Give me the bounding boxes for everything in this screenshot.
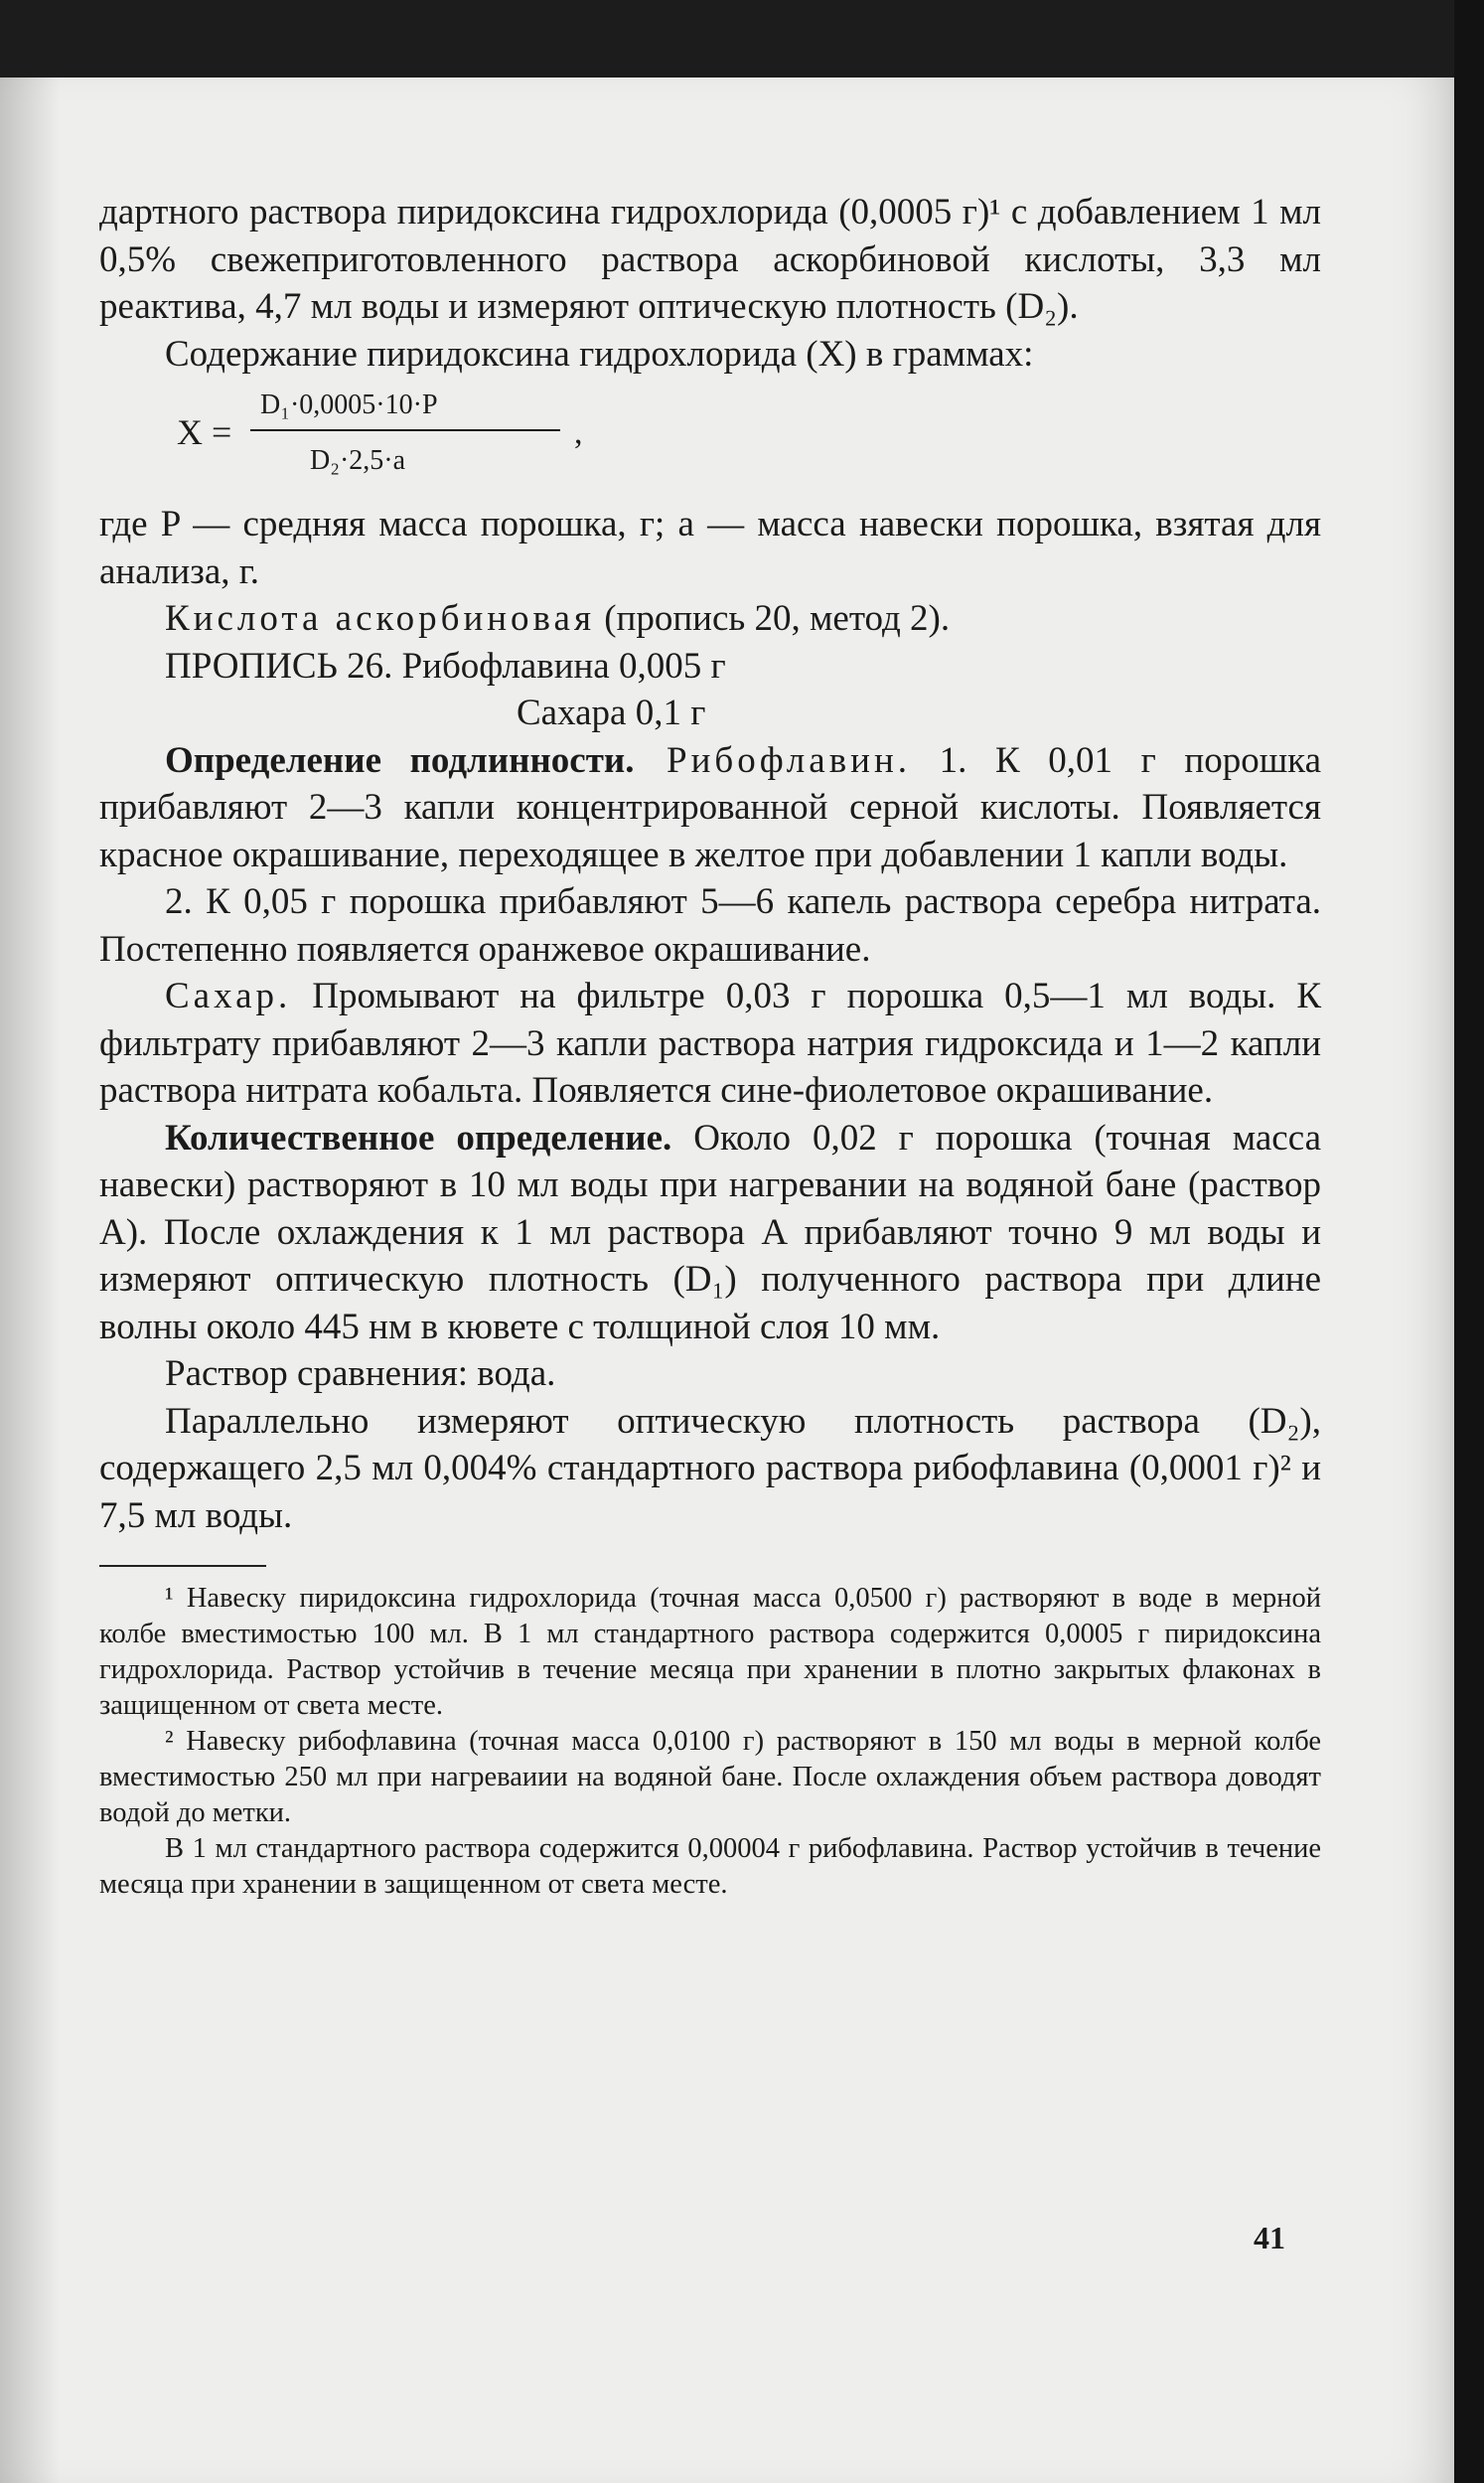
paragraph-parallel: Параллельно измеряют оптическую плотность раствора (D₂), содержащего 2,5 мл 0,004% стандартного раствора рибофлавина (0,0001 г)² и 7,5 мл воды. xyxy=(99,1400,1321,1536)
formula xyxy=(99,380,1321,491)
quantitative-heading: Количественное определение. xyxy=(165,1117,672,1159)
identification-text: 1. К 0,01 г порошка прибавляют 2—3 капли концентрированной серной кислоты. Появляется красное окрашивание, переходящее в желтое при добавлении 1 капли воды. xyxy=(99,739,1322,875)
quantitative-text: Около 0,02 г порошка (точная масса навески) растворяют в 10 мл воды при нагревании на водяной бане (раствор А). После охлаждения к 1 мл раствора А прибавляют точно 9 мл воды и измеряют оптическую плотность (D₁) полученного раствора при длине волны около 445 нм в кювете с толщиной слоя 10 мм. xyxy=(99,1117,1321,1347)
recipe-line-1: ПРОПИСЬ 26. Рибофлавина 0,005 г xyxy=(165,645,726,687)
paragraph-quantitative xyxy=(99,1115,1321,1351)
spine-shadow xyxy=(0,78,60,2483)
formula-denominator: D₂·2,5·a xyxy=(310,445,406,476)
footnote-1: ¹ Навеску пиридоксина гидрохлорида (точная масса 0,0500 г) растворяют в воде в мерной колбе вместимостью 100 мл. В 1 мл стандартного раствора содержится 0,0005 г пиридоксина гидрохлорида. Раствор устойчив в течение месяца при хранении в плотно закрытых флаконах в защищенном от света месте. xyxy=(99,1583,1321,1721)
ascorbic-acid-title: Кислота аскорбиновая xyxy=(165,598,595,639)
recipe-line-2-text: Сахара 0,1 г xyxy=(517,693,706,733)
paragraph-content-formula-intro: Содержание пиридоксина гидрохлорида (X) в граммах: xyxy=(165,333,1034,375)
paragraph-ascorbic-acid xyxy=(99,595,1321,643)
formula-lhs: X = xyxy=(177,412,232,452)
footnote-divider xyxy=(99,1565,266,1567)
paragraph-comparison: Раствор сравнения: вода. xyxy=(165,1353,556,1394)
riboflavin-subheading: Рибофлавин. xyxy=(634,739,912,781)
paragraph-continuation: дартного раствора пиридоксина гидрохлорида (0,0005 г)¹ с добавлением 1 мл 0,5% свежеприготовленного раствора аскорбиновой кислоты, 3,3 мл реактива, 4,7 мл воды и измеряют оптическую плотность (D₂). xyxy=(99,192,1321,327)
ascorbic-acid-ref: (пропись 20, метод 2). xyxy=(594,598,951,639)
identification-heading: Определение подлинности. xyxy=(165,739,635,781)
page-edge xyxy=(1454,0,1484,2483)
paragraph-identification-2: 2. К 0,05 г порошка прибавляют 5—6 капель раствора серебра нитрата. Постепенно появляется оранжевое окрашивание. xyxy=(99,881,1321,970)
sugar-subheading: Сахар. xyxy=(165,976,292,1016)
page-number: 41 xyxy=(1254,2220,1285,2255)
sugar-text: Промывают на фильтре 0,03 г порошка 0,5—1 мл воды. К фильтрату прибавляют 2—3 капли раствора натрия гидроксида и 1—2 капли раствора нитрата кобальта. Появляется сине-фиолетовое окрашивание. xyxy=(99,976,1321,1111)
footnote-2-continued: В 1 мл стандартного раствора содержится 0,00004 г рибофлавина. Раствор устойчив в течение месяца при хранении в защищенном от света месте. xyxy=(99,1833,1321,1900)
paragraph-variable-definitions: где P — средняя масса порошка, г; a — масса навески порошка, взятая для анализа, г. xyxy=(99,504,1321,592)
fraction-bar xyxy=(250,429,560,431)
formula-comma: , xyxy=(574,414,583,451)
recipe-line-2 xyxy=(99,690,1321,737)
footnote-2: ² Навеску рибофлавина (точная масса 0,0100 г) растворяют в 150 мл воды в мерной колбе вместимостью 250 мл при нагреваиии на водяной бане. После охлаждения объем раствора доводят водой до метки. xyxy=(99,1726,1321,1828)
paragraph-identification xyxy=(99,737,1321,879)
formula-numerator: D₁·0,0005·10·P xyxy=(260,389,438,420)
page-body xyxy=(99,189,1321,1903)
paragraph-sugar xyxy=(99,973,1321,1115)
